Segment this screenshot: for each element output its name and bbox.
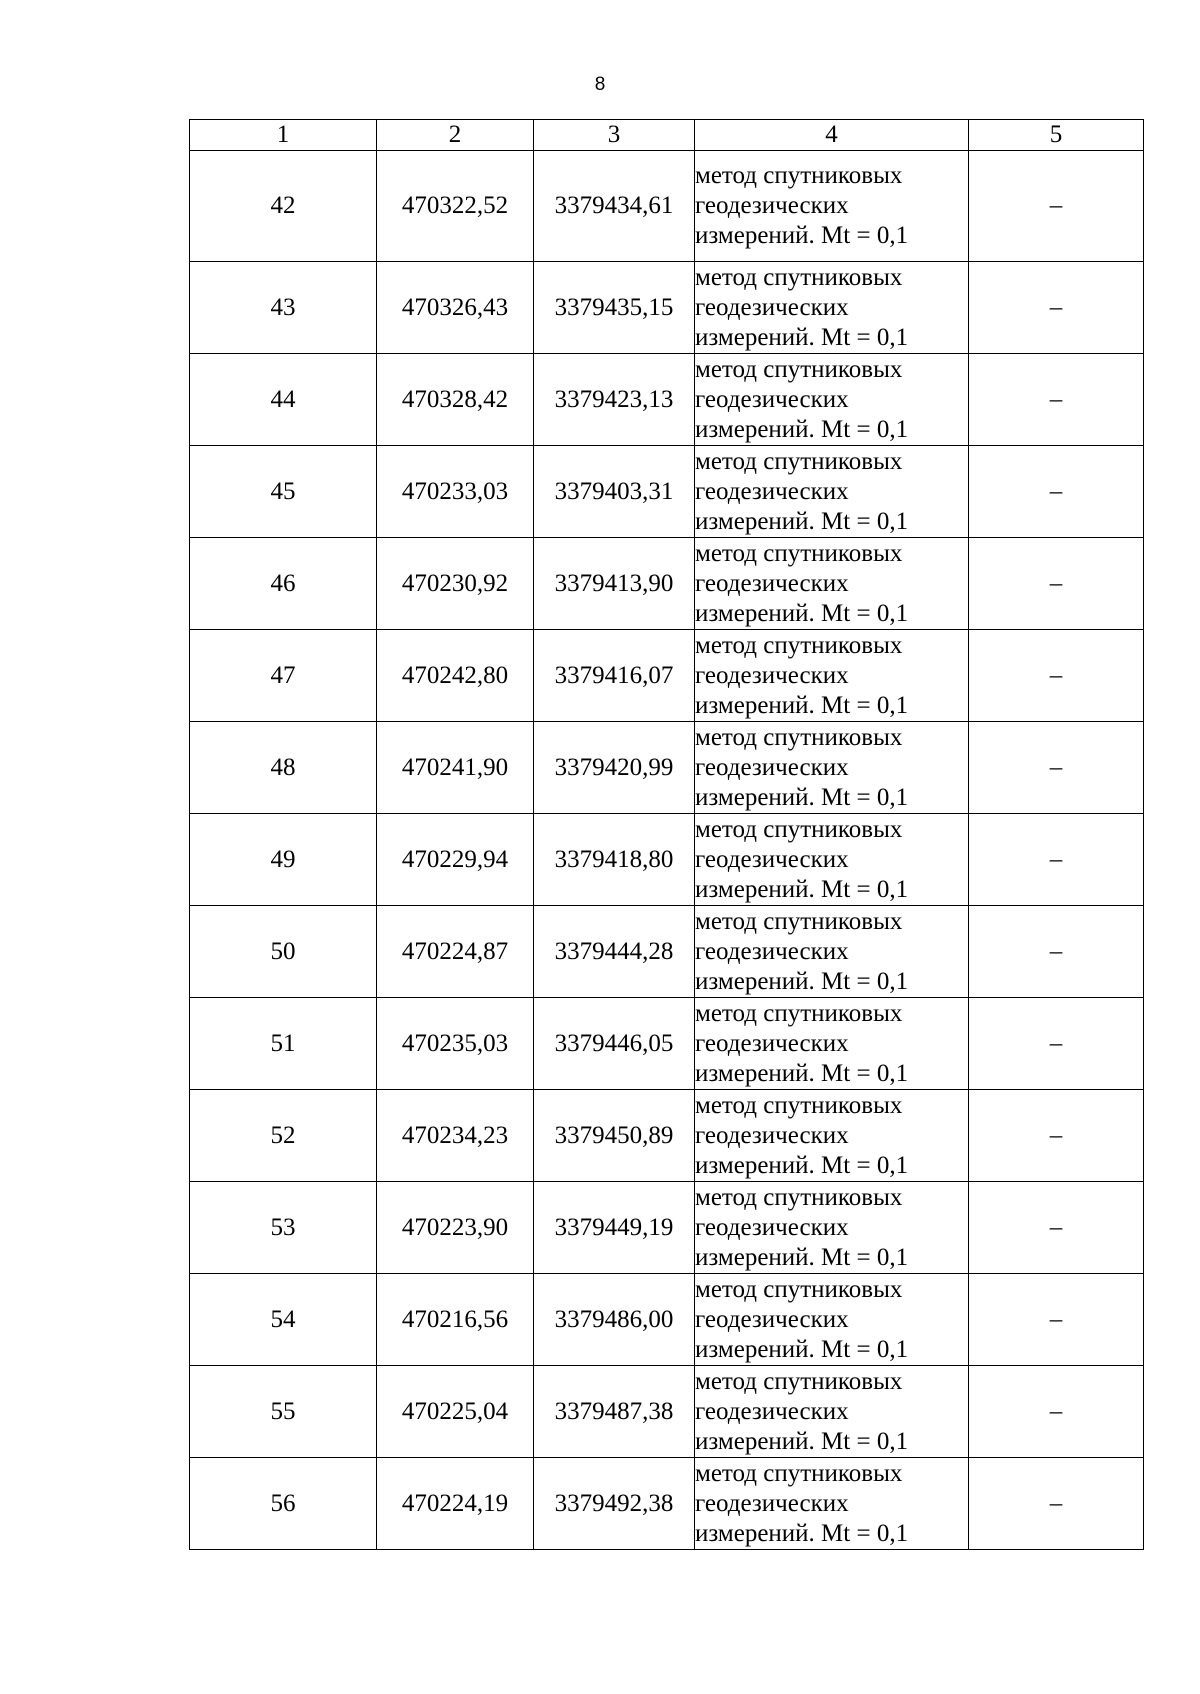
point-number-cell: 45 bbox=[190, 446, 377, 538]
note-cell: – bbox=[969, 814, 1144, 906]
x-coordinate-cell: 470326,43 bbox=[377, 262, 534, 354]
table-row bbox=[190, 1182, 1144, 1274]
method-cell: метод спутниковых геодезических измерений. Mt = 0,1 bbox=[695, 722, 969, 814]
y-coordinate-cell: 3379435,15 bbox=[534, 262, 695, 354]
note-cell: – bbox=[969, 1090, 1144, 1182]
point-number-cell: 53 bbox=[190, 1182, 377, 1274]
column-header-3: 3 bbox=[534, 120, 695, 151]
column-header-1: 1 bbox=[190, 120, 377, 151]
table-row bbox=[190, 998, 1144, 1090]
note-cell: – bbox=[969, 1458, 1144, 1550]
point-number-cell: 56 bbox=[190, 1458, 377, 1550]
x-coordinate-cell: 470216,56 bbox=[377, 1274, 534, 1366]
note-cell: – bbox=[969, 630, 1144, 722]
coordinates-table bbox=[189, 119, 1144, 1550]
point-number-cell: 49 bbox=[190, 814, 377, 906]
x-coordinate-cell: 470233,03 bbox=[377, 446, 534, 538]
point-number-cell: 47 bbox=[190, 630, 377, 722]
x-coordinate-cell: 470229,94 bbox=[377, 814, 534, 906]
method-cell: метод спутниковых геодезических измерений. Mt = 0,1 bbox=[695, 1182, 969, 1274]
method-cell: метод спутниковых геодезических измерений. Mt = 0,1 bbox=[695, 354, 969, 446]
method-cell: метод спутниковых геодезических измерений. Mt = 0,1 bbox=[695, 906, 969, 998]
point-number-cell: 52 bbox=[190, 1090, 377, 1182]
column-header-5: 5 bbox=[969, 120, 1144, 151]
x-coordinate-cell: 470328,42 bbox=[377, 354, 534, 446]
method-cell: метод спутниковых геодезических измерений. Mt = 0,1 bbox=[695, 1458, 969, 1550]
table-row bbox=[190, 630, 1144, 722]
y-coordinate-cell: 3379487,38 bbox=[534, 1366, 695, 1458]
header-row bbox=[190, 120, 1144, 151]
note-cell: – bbox=[969, 151, 1144, 262]
table-row bbox=[190, 1274, 1144, 1366]
method-cell: метод спутниковых геодезических измерений. Mt = 0,1 bbox=[695, 1090, 969, 1182]
y-coordinate-cell: 3379446,05 bbox=[534, 998, 695, 1090]
point-number-cell: 48 bbox=[190, 722, 377, 814]
y-coordinate-cell: 3379403,31 bbox=[534, 446, 695, 538]
note-cell: – bbox=[969, 1182, 1144, 1274]
table-row bbox=[190, 151, 1144, 262]
y-coordinate-cell: 3379444,28 bbox=[534, 906, 695, 998]
x-coordinate-cell: 470224,87 bbox=[377, 906, 534, 998]
table-row bbox=[190, 722, 1144, 814]
y-coordinate-cell: 3379418,80 bbox=[534, 814, 695, 906]
table-row bbox=[190, 1366, 1144, 1458]
method-cell: метод спутниковых геодезических измерений. Mt = 0,1 bbox=[695, 1274, 969, 1366]
note-cell: – bbox=[969, 446, 1144, 538]
point-number-cell: 55 bbox=[190, 1366, 377, 1458]
point-number-cell: 42 bbox=[190, 151, 377, 262]
x-coordinate-cell: 470242,80 bbox=[377, 630, 534, 722]
note-cell: – bbox=[969, 354, 1144, 446]
point-number-cell: 54 bbox=[190, 1274, 377, 1366]
y-coordinate-cell: 3379492,38 bbox=[534, 1458, 695, 1550]
note-cell: – bbox=[969, 998, 1144, 1090]
x-coordinate-cell: 470230,92 bbox=[377, 538, 534, 630]
method-cell: метод спутниковых геодезических измерений. Mt = 0,1 bbox=[695, 262, 969, 354]
table-row bbox=[190, 446, 1144, 538]
x-coordinate-cell: 470234,23 bbox=[377, 1090, 534, 1182]
x-coordinate-cell: 470241,90 bbox=[377, 722, 534, 814]
table-row bbox=[190, 354, 1144, 446]
point-number-cell: 50 bbox=[190, 906, 377, 998]
y-coordinate-cell: 3379423,13 bbox=[534, 354, 695, 446]
table-row bbox=[190, 262, 1144, 354]
x-coordinate-cell: 470235,03 bbox=[377, 998, 534, 1090]
method-cell: метод спутниковых геодезических измерений. Mt = 0,1 bbox=[695, 151, 969, 262]
note-cell: – bbox=[969, 722, 1144, 814]
y-coordinate-cell: 3379416,07 bbox=[534, 630, 695, 722]
x-coordinate-cell: 470224,19 bbox=[377, 1458, 534, 1550]
table-header bbox=[190, 120, 1144, 151]
table-row bbox=[190, 538, 1144, 630]
note-cell: – bbox=[969, 1274, 1144, 1366]
method-cell: метод спутниковых геодезических измерений. Mt = 0,1 bbox=[695, 630, 969, 722]
method-cell: метод спутниковых геодезических измерений. Mt = 0,1 bbox=[695, 538, 969, 630]
note-cell: – bbox=[969, 262, 1144, 354]
point-number-cell: 46 bbox=[190, 538, 377, 630]
method-cell: метод спутниковых геодезических измерений. Mt = 0,1 bbox=[695, 1366, 969, 1458]
y-coordinate-cell: 3379486,00 bbox=[534, 1274, 695, 1366]
y-coordinate-cell: 3379434,61 bbox=[534, 151, 695, 262]
y-coordinate-cell: 3379450,89 bbox=[534, 1090, 695, 1182]
table-row bbox=[190, 814, 1144, 906]
column-header-2: 2 bbox=[377, 120, 534, 151]
note-cell: – bbox=[969, 1366, 1144, 1458]
point-number-cell: 44 bbox=[190, 354, 377, 446]
x-coordinate-cell: 470225,04 bbox=[377, 1366, 534, 1458]
table-row bbox=[190, 906, 1144, 998]
method-cell: метод спутниковых геодезических измерений. Mt = 0,1 bbox=[695, 446, 969, 538]
method-cell: метод спутниковых геодезических измерений. Mt = 0,1 bbox=[695, 814, 969, 906]
table-body bbox=[190, 151, 1144, 1550]
x-coordinate-cell: 470322,52 bbox=[377, 151, 534, 262]
method-cell: метод спутниковых геодезических измерений. Mt = 0,1 bbox=[695, 998, 969, 1090]
table-row bbox=[190, 1090, 1144, 1182]
y-coordinate-cell: 3379413,90 bbox=[534, 538, 695, 630]
note-cell: – bbox=[969, 538, 1144, 630]
page-number: 8 bbox=[594, 74, 606, 95]
note-cell: – bbox=[969, 906, 1144, 998]
point-number-cell: 51 bbox=[190, 998, 377, 1090]
column-header-4: 4 bbox=[695, 120, 969, 151]
y-coordinate-cell: 3379449,19 bbox=[534, 1182, 695, 1274]
x-coordinate-cell: 470223,90 bbox=[377, 1182, 534, 1274]
y-coordinate-cell: 3379420,99 bbox=[534, 722, 695, 814]
table-row bbox=[190, 1458, 1144, 1550]
point-number-cell: 43 bbox=[190, 262, 377, 354]
